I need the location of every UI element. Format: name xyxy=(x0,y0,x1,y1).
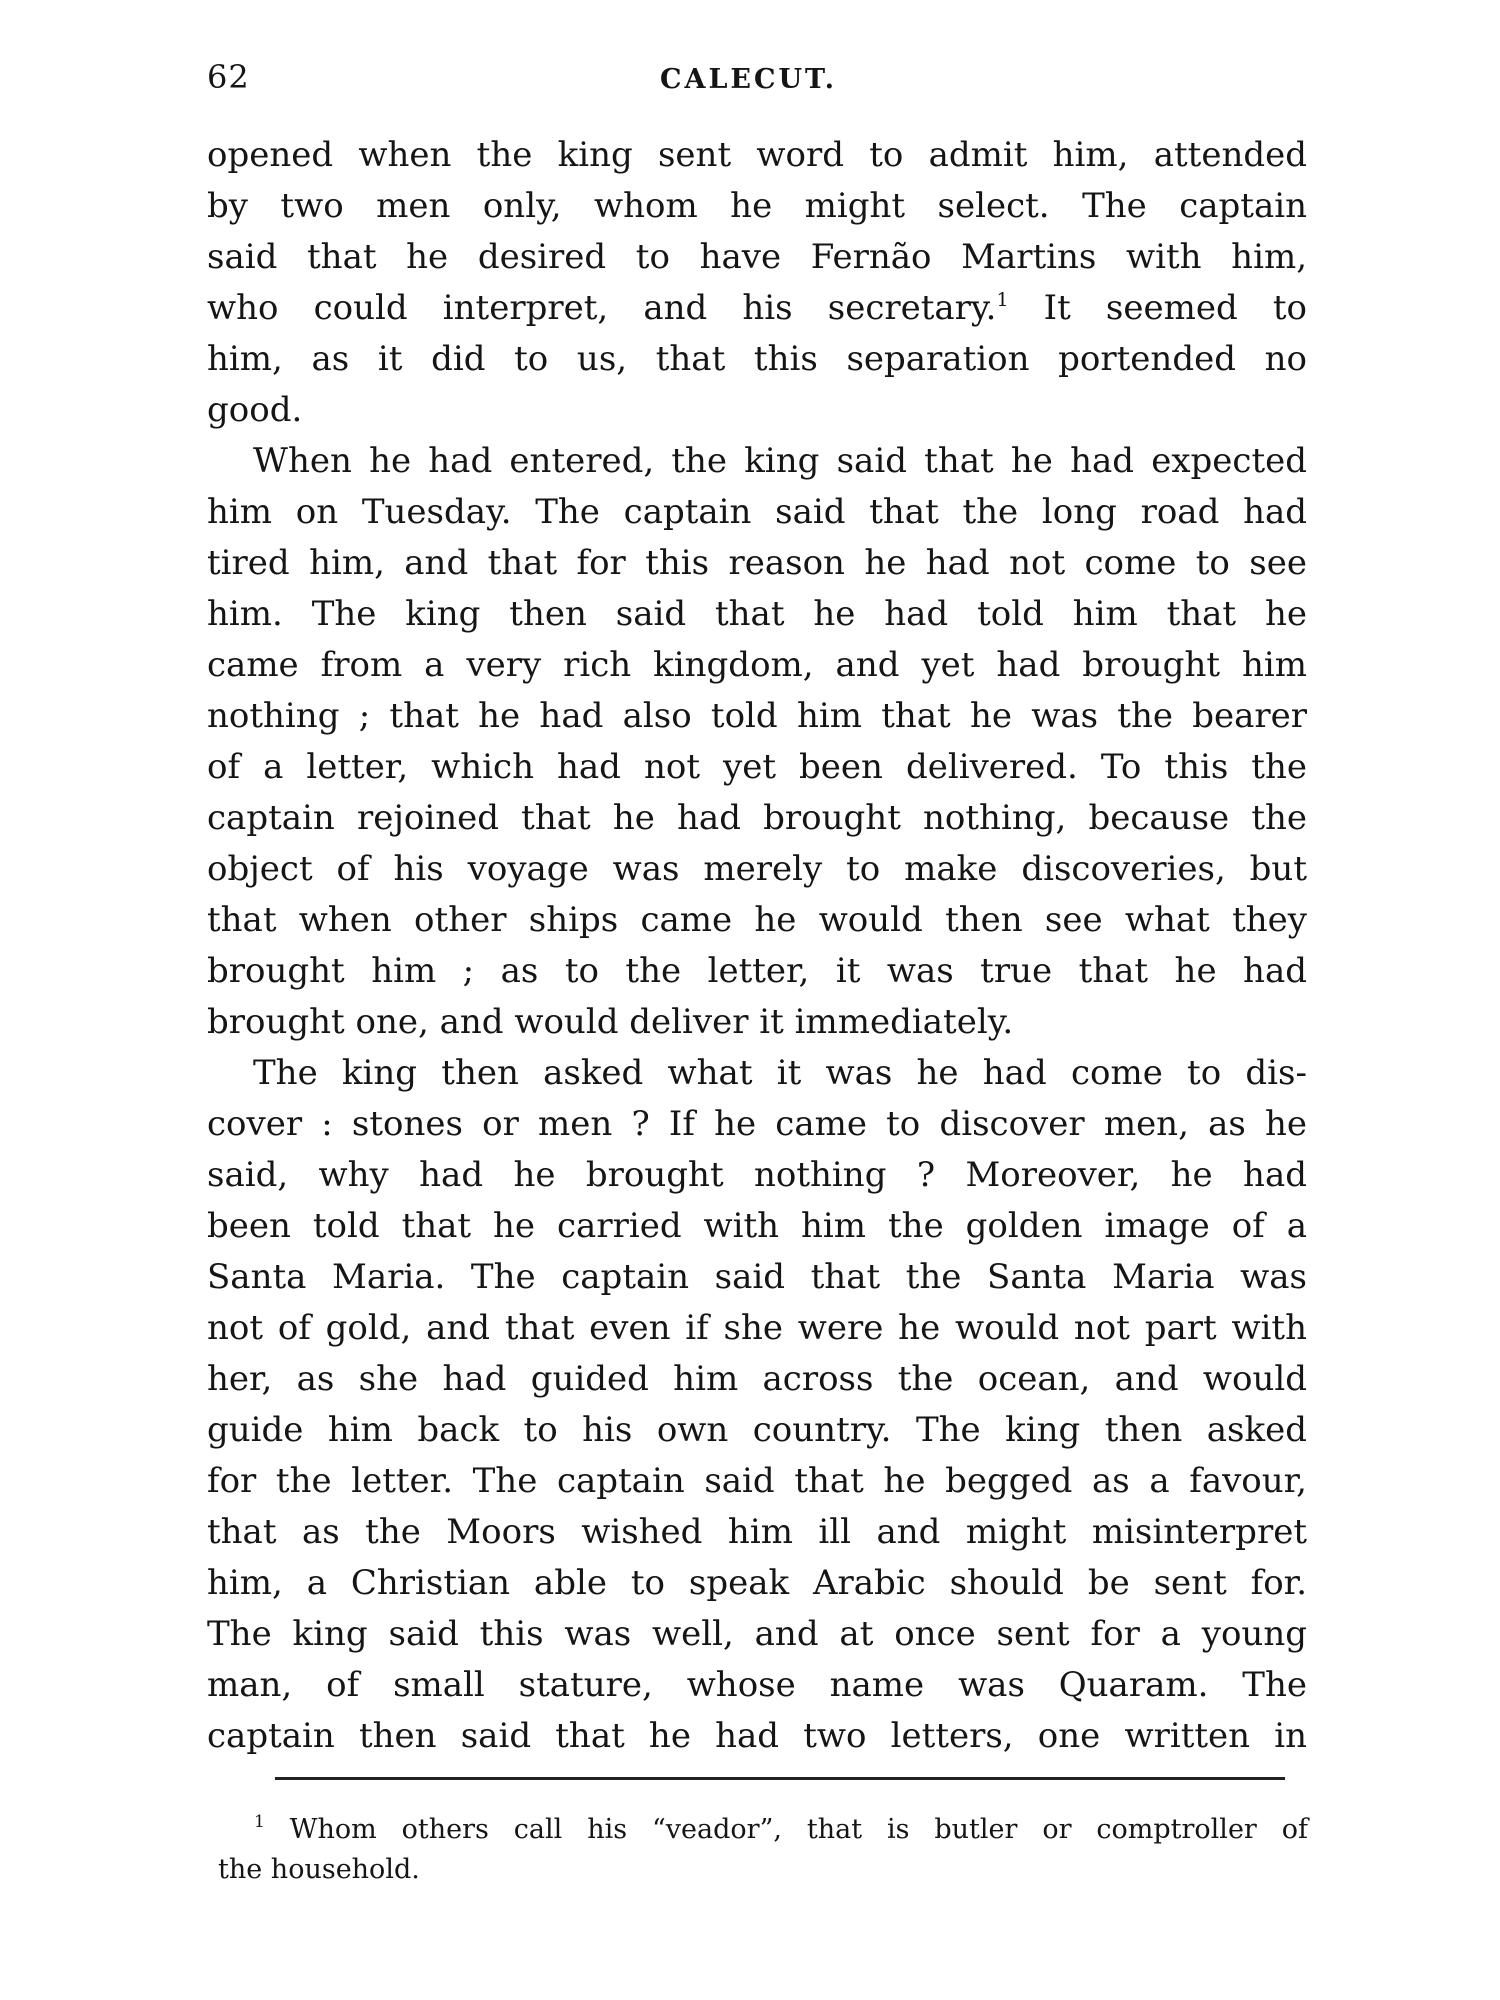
text-fragment: It seemed to xyxy=(1043,288,1307,328)
text-line: by two men only, whom he might select. The captain xyxy=(207,186,1307,226)
text-line: The king then asked what it was he had come to dis- xyxy=(253,1053,1307,1093)
text-line: guide him back to his own country. The king then asked xyxy=(207,1410,1307,1450)
text-line: brought him ; as to the letter, it was true that he had xyxy=(207,951,1307,991)
text-line: for the letter. The captain said that he begged as a favour, xyxy=(207,1461,1307,1501)
text-line: captain then said that he had two letters, one written in xyxy=(207,1716,1307,1756)
text-line: good. xyxy=(207,390,303,430)
text-line: tired him, and that for this reason he had not come to see xyxy=(207,543,1307,583)
text-line: that when other ships came he would then see what they xyxy=(207,900,1307,940)
text-line: captain rejoined that he had brought nothing, because the xyxy=(207,798,1307,838)
text-line: her, as she had guided him across the ocean, and would xyxy=(207,1359,1307,1399)
text-line: cover : stones or men ? If he came to discover men, as he xyxy=(207,1104,1307,1144)
text-line: been told that he carried with him the golden image of a xyxy=(207,1206,1307,1246)
text-line: of a letter, which had not yet been delivered. To this the xyxy=(207,747,1307,787)
text-line: object of his voyage was merely to make discoveries, but xyxy=(207,849,1307,889)
text-line: him on Tuesday. The captain said that the long road had xyxy=(207,492,1307,532)
text-line: man, of small stature, whose name was Quaram. The xyxy=(207,1665,1307,1705)
text-line: When he had entered, the king said that he had expected xyxy=(253,441,1307,481)
text-line: him. The king then said that he had told him that he xyxy=(207,594,1307,634)
footnote-reference: 1 xyxy=(996,289,1009,311)
body-text xyxy=(207,130,1307,1762)
text-line: not of gold, and that even if she were he would not part with xyxy=(207,1308,1307,1348)
text-fragment: who could interpret, and his secretary. xyxy=(207,288,997,328)
text-line: him, a Christian able to speak Arabic should be sent for. xyxy=(207,1563,1307,1603)
footnote-line: the household. xyxy=(218,1854,420,1885)
running-title: CALECUT. xyxy=(660,64,838,95)
text-line: brought one, and would deliver it immediately. xyxy=(207,1002,1014,1042)
text-line: The king said this was well, and at once sent for a young xyxy=(207,1614,1307,1654)
text-line: said that he desired to have Fernão Martins with him, xyxy=(207,237,1307,277)
footnote-line xyxy=(218,1810,1308,1850)
text-line: Santa Maria. The captain said that the Santa Maria was xyxy=(207,1257,1307,1297)
text-line: came from a very rich kingdom, and yet had brought him xyxy=(207,645,1307,685)
text-line-with-footnote-ref xyxy=(207,283,1307,334)
footnote-marker: 1 xyxy=(254,1812,265,1832)
text-line: nothing ; that he had also told him that he was the bearer xyxy=(207,696,1307,736)
footnote xyxy=(218,1810,1308,1890)
footnote-divider xyxy=(275,1777,1285,1780)
page-number: 62 xyxy=(207,58,250,96)
text-line: him, as it did to us, that this separation portended no xyxy=(207,339,1307,379)
text-line: opened when the king sent word to admit him, attended xyxy=(207,135,1307,175)
footnote-text: Whom others call his “veador”, that is butler or comptroller of xyxy=(289,1814,1308,1845)
text-line: said, why had he brought nothing ? Moreover, he had xyxy=(207,1155,1307,1195)
text-line: that as the Moors wished him ill and might misinterpret xyxy=(207,1512,1307,1552)
